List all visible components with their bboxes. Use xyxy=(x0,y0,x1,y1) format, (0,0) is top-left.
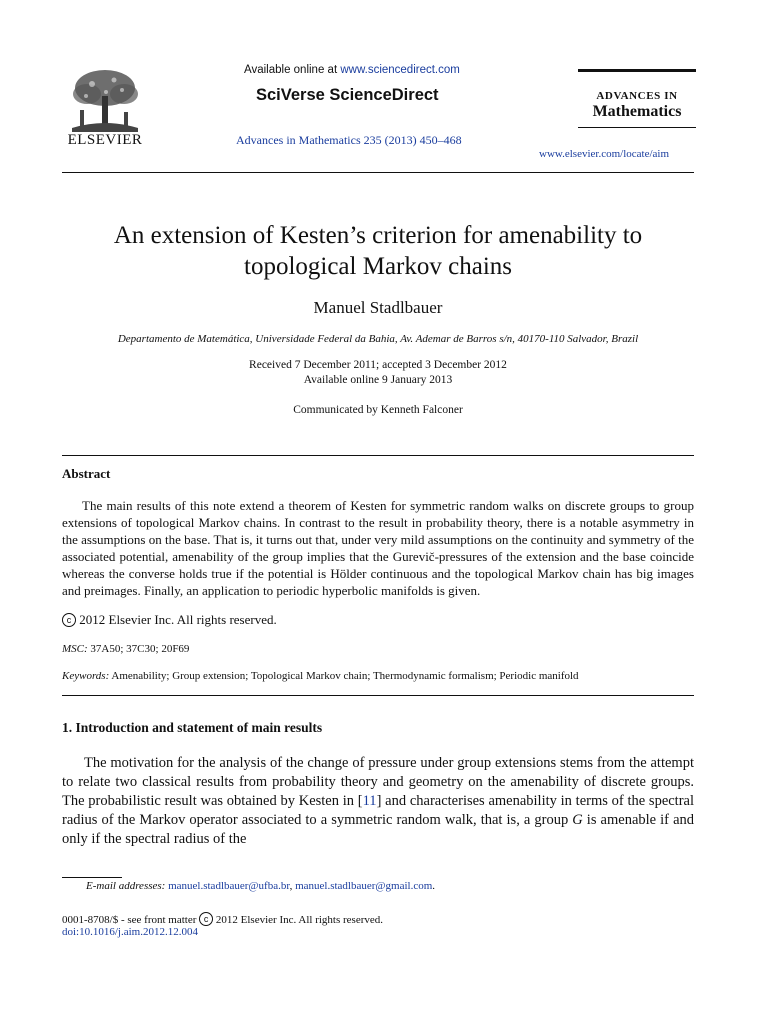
citation-link[interactable]: 11 xyxy=(362,793,377,809)
section-text-2: ] and characterises amenability in terms of the spectral radius of the Markov operator associated to a symmetric random walk, that is, a group xyxy=(62,793,695,828)
front-matter-line xyxy=(62,912,383,926)
email-link-1[interactable]: manuel.stadlbauer@ufba.br xyxy=(168,880,290,892)
copyright-icon: c xyxy=(62,613,76,627)
copyright-text: 2012 Elsevier Inc. All rights reserved. xyxy=(76,612,277,627)
publisher-name: ELSEVIER xyxy=(67,132,143,148)
front-matter-text-a: 0001-8708/$ - see front matter xyxy=(62,914,200,926)
section-text-3: is amenable if and only if the spectral radius of the xyxy=(62,812,695,847)
journal-homepage-link[interactable]: www.elsevier.com/locate/aim xyxy=(539,148,670,160)
msc-codes xyxy=(62,643,189,655)
elsevier-tree-logo xyxy=(62,66,148,136)
copyright-icon: c xyxy=(199,912,213,926)
footnote-rule xyxy=(62,877,122,878)
abstract-body: The main results of this note extend a theorem of Kesten for symmetric random walks on discrete groups to group extensions of topological Markov chains. In contrast to the result in probability theory, there is a notable asymmetry in the assumptions on the base. That is, it turns out that, under very mild assumptions on the continuity and symmetry of the associated potential, amenability of the group implies that the Gurevič-pressures of the extension and the base coincide whereas the converse holds true if the potential is Hölder continuous and the topological Markov chain has big images and preimages. Finally, an application to periodic hyperbolic manifolds is given. xyxy=(62,498,694,598)
received-date: Received 7 December 2011; accepted 3 December 2012 xyxy=(249,359,507,371)
group-symbol: G xyxy=(572,812,583,828)
section-body xyxy=(62,754,694,849)
journal-logo-top-rule xyxy=(578,69,696,72)
keywords-values: Amenability; Group extension; Topological Markov chain; Thermodynamic formalism; Periodic manifold xyxy=(109,670,579,682)
email-label: E-mail addresses: xyxy=(86,880,166,892)
sciencedirect-link[interactable]: www.sciencedirect.com xyxy=(340,64,460,76)
email-link-2[interactable]: manuel.stadlbauer@gmail.com xyxy=(295,880,433,892)
abstract-heading: Abstract xyxy=(62,466,111,481)
journal-reference-link[interactable]: Advances in Mathematics 235 (2013) 450–468 xyxy=(236,133,462,147)
journal-logo-bottom-rule xyxy=(578,127,696,128)
journal-logo-small: ADVANCES IN xyxy=(596,90,678,102)
header-divider xyxy=(62,172,694,173)
available-online-label: Available online at xyxy=(244,64,341,76)
abstract-bottom-rule xyxy=(62,695,694,696)
journal-logo-big: Mathematics xyxy=(592,103,682,120)
email-footnote: E-mail addresses: manuel.stadlbauer@ufba.br, manuel.stadlbauer@gmail.com. xyxy=(86,880,436,892)
section-heading: 1. Introduction and statement of main results xyxy=(62,720,323,735)
available-date: Available online 9 January 2013 xyxy=(303,374,453,386)
doi-link[interactable]: doi:10.1016/j.aim.2012.12.004 xyxy=(62,926,198,938)
author-name: Manuel Stadlbauer xyxy=(313,298,443,317)
msc-values: 37A50; 37C30; 20F69 xyxy=(87,643,190,655)
section-text-1: The motivation for the analysis of the change of pressure under group extensions stems from the attempt to relate two classical results from probability theory and geometry on the amenability of discrete groups. The probabilistic result was obtained by Kesten in [ xyxy=(62,755,694,809)
communicated-by: Communicated by Kenneth Falconer xyxy=(293,404,463,416)
keywords xyxy=(62,670,702,682)
article-dates xyxy=(62,358,694,388)
platform-name: SciVerse ScienceDirect xyxy=(256,86,439,104)
abstract-top-rule xyxy=(62,455,694,456)
msc-label: MSC: xyxy=(62,643,88,655)
abstract-copyright xyxy=(62,612,277,628)
front-matter-text-b: 2012 Elsevier Inc. All rights reserved. xyxy=(213,914,384,926)
author-affiliation: Departamento de Matemática, Universidade Federal da Bahia, Av. Ademar de Barros s/n, 40170-110 Salvador, Brazil xyxy=(117,333,639,345)
available-online-line xyxy=(244,64,460,76)
article-title: An extension of Kesten’s criterion for amenability to topological Markov chains xyxy=(113,222,643,280)
keywords-label: Keywords: xyxy=(62,670,110,682)
